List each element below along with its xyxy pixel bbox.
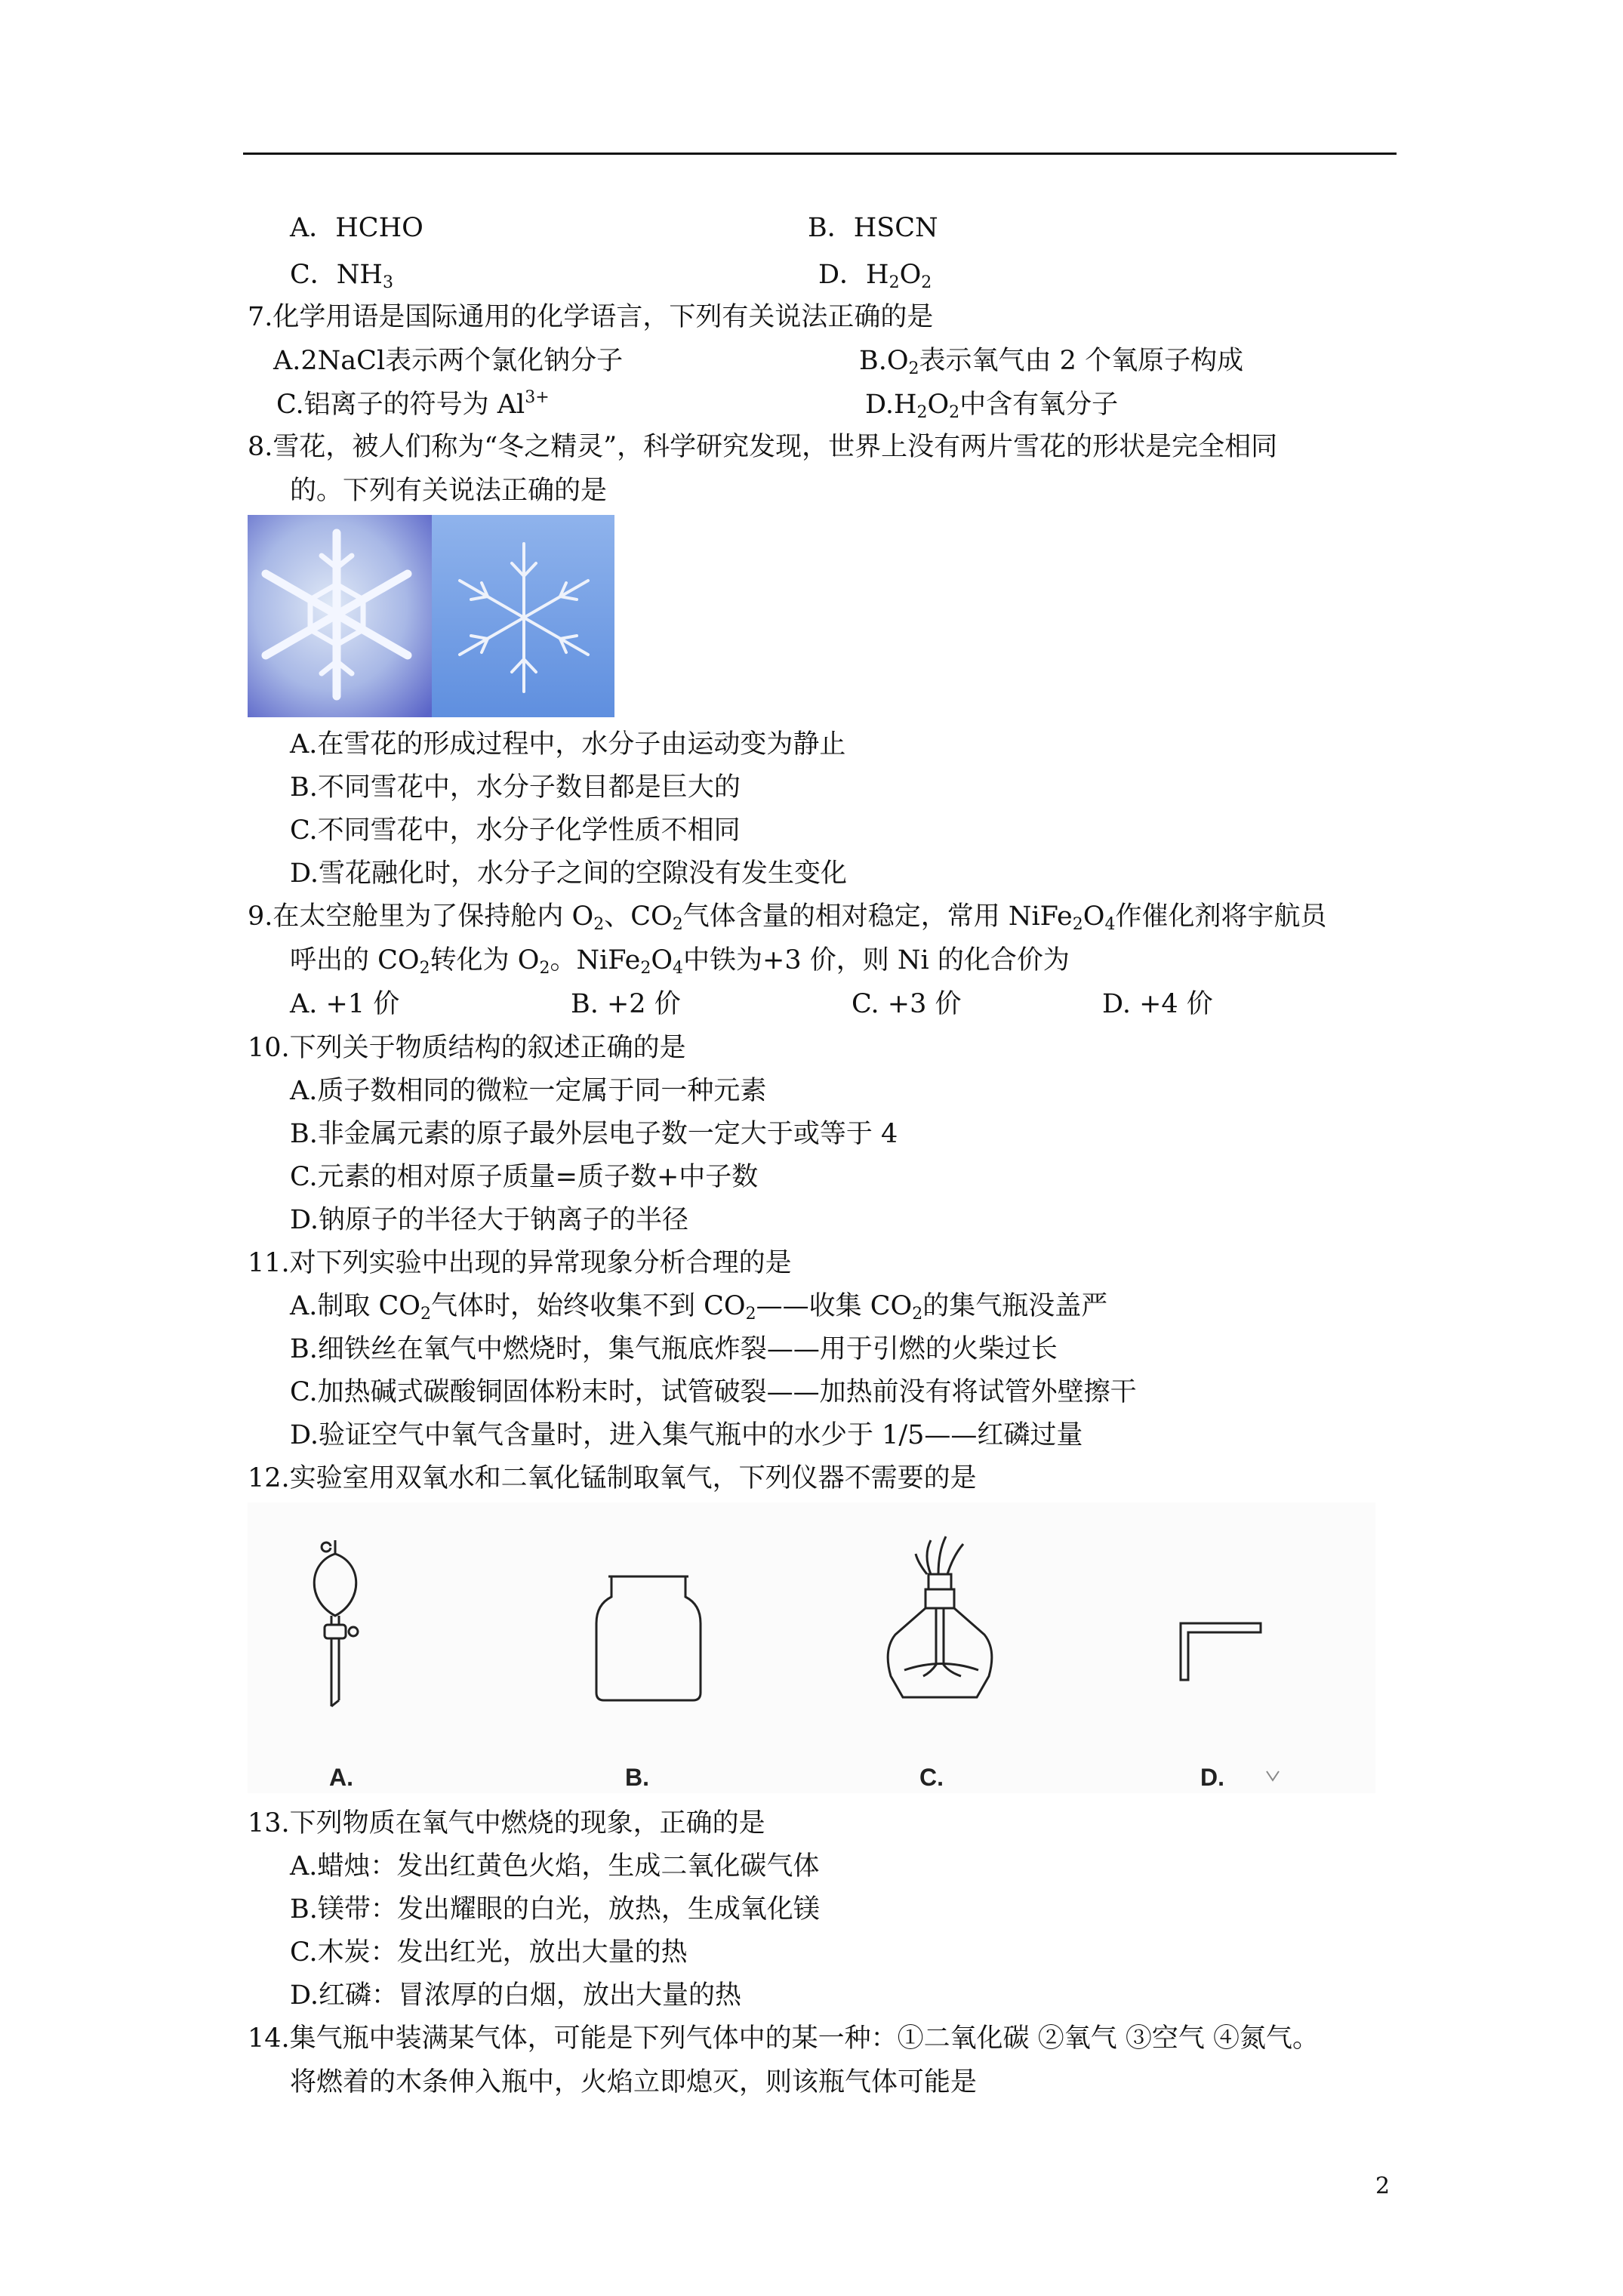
q10-option-c: C.元素的相对原子质量=质子数+中子数 xyxy=(290,1162,759,1192)
q8-option-d: D.雪花融化时，水分子之间的空隙没有发生变化 xyxy=(290,858,847,889)
q13-option-a: A.蜡烛：发出红黄色火焰，生成二氧化碳气体 xyxy=(290,1851,820,1881)
q13-option-c: C.木炭：发出红光，放出大量的热 xyxy=(290,1937,688,1968)
q6-option-b: B．HSCN xyxy=(808,213,938,243)
q13-option-b: B.镁带：发出耀眼的白光，放热，生成氧化镁 xyxy=(290,1894,820,1925)
q8-option-a: A.在雪花的形成过程中，水分子由运动变为静止 xyxy=(290,729,846,760)
q9-stem-line1: 9.在太空舱里为了保持舱内 $O_2$、$CO_2$气体含量的相对稳定，常用 $NiFe_2O_4$作催化剂将宇航员 xyxy=(248,901,1327,934)
q7-option-b: $B.O_2$表示氧气由 2 个氧原子构成 xyxy=(859,346,1244,378)
return-mark-icon xyxy=(1267,1771,1279,1780)
q13-stem: 13.下列物质在氧气中燃烧的现象，正确的是 xyxy=(248,1808,765,1838)
apparatus-label-d: D. xyxy=(1200,1764,1224,1791)
q9-stem-line2: 呼出的 $CO_2$转化为 $O_2$。$NiFe_2O_4$中铁为+3 价，则 Ni 的化合价为 xyxy=(290,945,1070,978)
separatory-funnel-icon xyxy=(314,1540,358,1706)
q11-stem: 11.对下列实验中出现的异常现象分析合理的是 xyxy=(248,1248,792,1278)
q10-option-d: D.钠原子的半径大于钠离子的半径 xyxy=(290,1205,688,1235)
q6-option-d: D．$H_2O_2$ xyxy=(818,260,932,292)
q8-option-c: C.不同雪花中，水分子化学性质不相同 xyxy=(290,815,741,846)
q12-apparatus-figure xyxy=(248,1502,1375,1793)
q7-option-c: C.铝离子的符号为 $Al^{3+}$ xyxy=(276,388,550,420)
q7-option-a: A.2NaCl表示两个氯化钠分子 xyxy=(273,346,624,376)
q14-stem-line2: 将燃着的木条伸入瓶中，火焰立即熄灭，则该瓶气体可能是 xyxy=(290,2067,978,2097)
apparatus-label-c: C. xyxy=(919,1764,944,1791)
q13-option-d: D.红磷：冒浓厚的白烟，放出大量的热 xyxy=(290,1980,741,2011)
q9-option-a: A. +1 价 xyxy=(290,989,400,1019)
bent-tube-icon xyxy=(1181,1623,1261,1680)
gas-bottle-icon xyxy=(596,1576,701,1700)
q9-option-c: C. +3 价 xyxy=(852,989,962,1019)
q7-stem: 7.化学用语是国际通用的化学语言，下列有关说法正确的是 xyxy=(248,302,934,332)
q11-option-a: A.制取 $CO_2$气体时，始终收集不到 $CO_2——$收集 $CO_2$的集气瓶没盖严 xyxy=(290,1291,1108,1324)
q6-option-c: C．$NH_3$ xyxy=(290,260,393,292)
snowflake-photos xyxy=(248,515,614,717)
alcohol-lamp-icon xyxy=(888,1536,992,1697)
q8-stem-line1: 8.雪花，被人们称为“冬之精灵”，科学研究发现，世界上没有两片雪花的形状是完全相同 xyxy=(248,432,1278,462)
q11-option-b: B.细铁丝在氧气中燃烧时，集气瓶底炸裂——用于引燃的火柴过长 xyxy=(290,1334,1058,1364)
q14-stem-line1: 14.集气瓶中装满某气体，可能是下列气体中的某一种：①二氧化碳 ②氧气 ③空气 ④氮气。 xyxy=(248,2023,1320,2054)
q8-stem-line2: 的。下列有关说法正确的是 xyxy=(290,476,608,506)
q10-option-a: A.质子数相同的微粒一定属于同一种元素 xyxy=(290,1076,767,1106)
q9-option-b: B. +2 价 xyxy=(571,989,681,1019)
q12-stem: 12.实验室用双氧水和二氧化锰制取氧气，下列仪器不需要的是 xyxy=(248,1463,977,1493)
q9-option-d: D. +4 价 xyxy=(1102,989,1213,1019)
q10-option-b: B.非金属元素的原子最外层电子数一定大于或等于 4 xyxy=(290,1119,898,1149)
q11-option-d: D.验证空气中氧气含量时，进入集气瓶中的水少于 1/5——红磷过量 xyxy=(290,1420,1083,1450)
q7-option-d: $D.H_2O_2$中含有氧分子 xyxy=(865,390,1119,422)
q8-option-b: B.不同雪花中，水分子数目都是巨大的 xyxy=(290,772,741,803)
page-number: 2 xyxy=(1375,2173,1390,2199)
q10-stem: 10.下列关于物质结构的叙述正确的是 xyxy=(248,1033,686,1063)
q6-option-a: A．HCHO xyxy=(290,213,423,243)
apparatus-label-a: A. xyxy=(329,1764,353,1791)
header-rule xyxy=(243,153,1397,155)
q11-option-c: C.加热碱式碳酸铜固体粉末时，试管破裂——加热前没有将试管外壁擦干 xyxy=(290,1377,1137,1407)
apparatus-label-b: B. xyxy=(625,1764,649,1791)
